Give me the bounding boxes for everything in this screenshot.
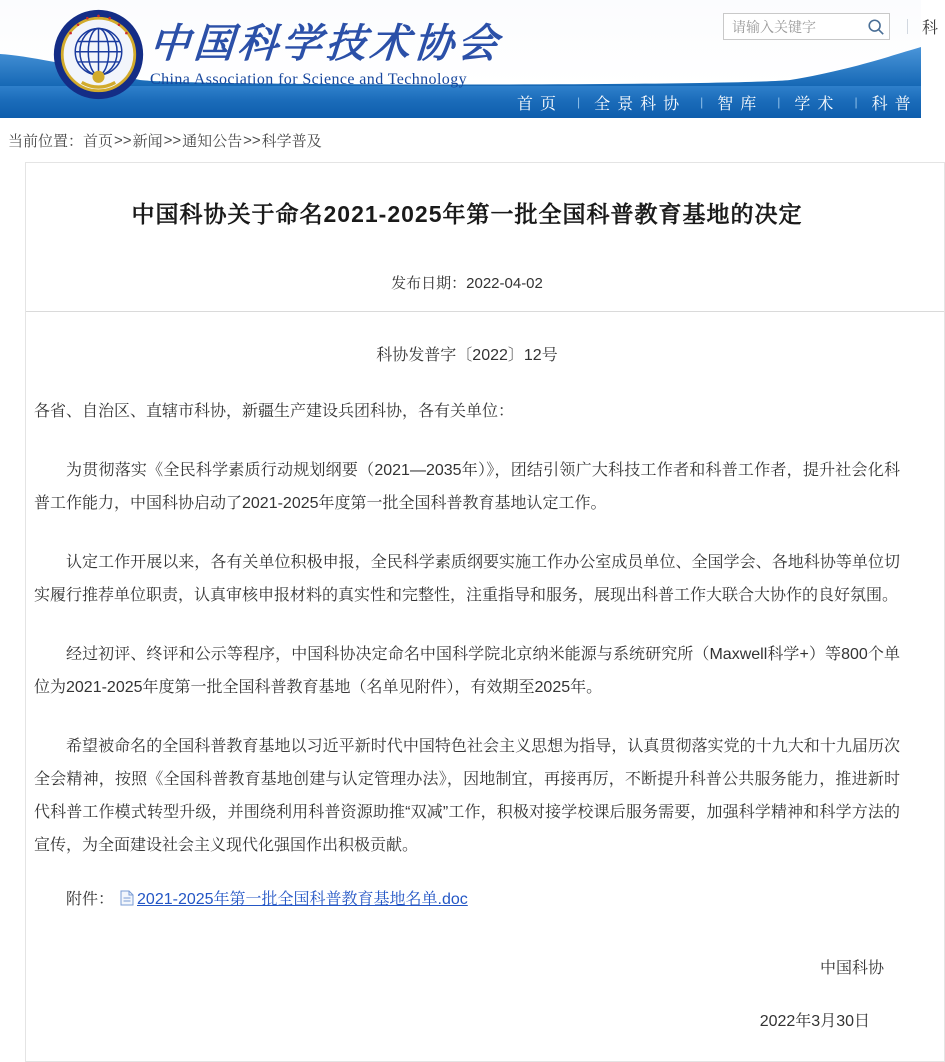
cast-emblem-logo[interactable] [52,8,145,101]
breadcrumb-notices[interactable]: 通知公告 [182,132,243,150]
title-divider [26,311,944,312]
signature-date: 2022年3月30日 [759,1013,870,1030]
org-name-english: China Association for Science and Technology [150,71,468,88]
paragraph: 经过初评、终评和公示等程序，中国科协决定命名中国科学院北京纳米能源与系统研究所（Maxwell科学+）等800个单位为2021-2025年度第一批全国科普教育基地（名单见附件），有效期至2025年。 [34,646,900,696]
publish-date-row [34,272,900,293]
attachment-link[interactable]: 2021-2025年第一批全国科普教育基地名单.doc [137,891,468,908]
salutation: 各省、自治区、直辖市科协，新疆生产建设兵团科协，各有关单位： [34,403,515,420]
breadcrumb-separator: >> [114,131,132,149]
search-input[interactable] [724,19,863,35]
article-title: 中国科协关于命名2021-2025年第一批全国科普教育基地的决定 [131,201,803,227]
doc-file-icon [120,890,134,906]
breadcrumb [0,118,921,162]
breadcrumb-separator: >> [243,131,261,149]
header-search-area [723,13,938,40]
nav-item-thinktank[interactable]: 智库 [717,95,764,113]
breadcrumb-news[interactable]: 新闻 [132,132,163,150]
site-title-block[interactable] [150,12,502,89]
breadcrumb-scipop[interactable]: 科学普及 [261,132,322,150]
article-body [26,342,944,1061]
nav-separator: | [777,95,781,109]
nav-item-panorama[interactable]: 全景科协 [594,95,687,113]
search-icon [867,18,885,36]
signature: 中国科协 [819,960,884,977]
nav-item-home[interactable]: 首页 [517,95,564,113]
site-header [0,0,939,88]
document-number: 科协发普字〔2022〕12号 [376,347,558,364]
header-corner-separator: ｜ [900,19,916,36]
breadcrumb-home[interactable]: 首页 [83,132,114,150]
publish-date-label: 发布日期： [391,275,467,292]
article-head [26,163,944,293]
search-box [723,13,890,40]
paragraph: 为贯彻落实《全民科学素质行动规划纲要（2021—2035年）》，团结引领广大科技工作者和科普工作者，提升社会化科普工作能力，中国科协启动了2021-2025年度第一批全国科普教育基地认定工作。 [34,462,900,512]
nav-separator: | [854,95,858,109]
nav-separator: | [700,95,704,109]
breadcrumb-separator: >> [163,131,182,149]
attachment-row [34,886,900,909]
header-corner-link[interactable]: 科 [922,20,939,37]
org-name-chinese: 中国科学技术协会 [148,20,504,67]
publish-date-value: 2022-04-02 [466,275,543,292]
search-button[interactable] [863,14,889,39]
paragraph: 认定工作开展以来，各有关单位积极申报，全民科学素质纲要实施工作办公室成员单位、全国学会、各地科协等单位切实履行推荐单位职责，认真审核申报材料的真实性和完整性，注重指导和服务，展现出科普工作大联合大协作的良好氛围。 [34,554,900,604]
breadcrumb-label: 当前位置： [8,132,84,150]
nav-item-academic[interactable]: 学术 [794,95,841,113]
nav-separator: | [577,95,581,109]
attachment-label: 附件： [66,891,115,908]
nav-item-scipop[interactable]: 科普 [871,95,918,113]
paragraph: 希望被命名的全国科普教育基地以习近平新时代中国特色社会主义思想为指导，认真贯彻落实党的十九大和十九届历次全会精神，按照《全国科普教育基地创建与认定管理办法》，因地制宜，再接再厉，不断提升科普公共服务能力，推进新时代科普工作模式转型升级，并围绕利用科普资源助推“双减”工作，积极对接学校课后服务需要，加强科学精神和科学方法的宣传，为全面建设社会主义现代化强国作出积极贡献。 [34,738,900,854]
article-panel [25,162,945,1062]
